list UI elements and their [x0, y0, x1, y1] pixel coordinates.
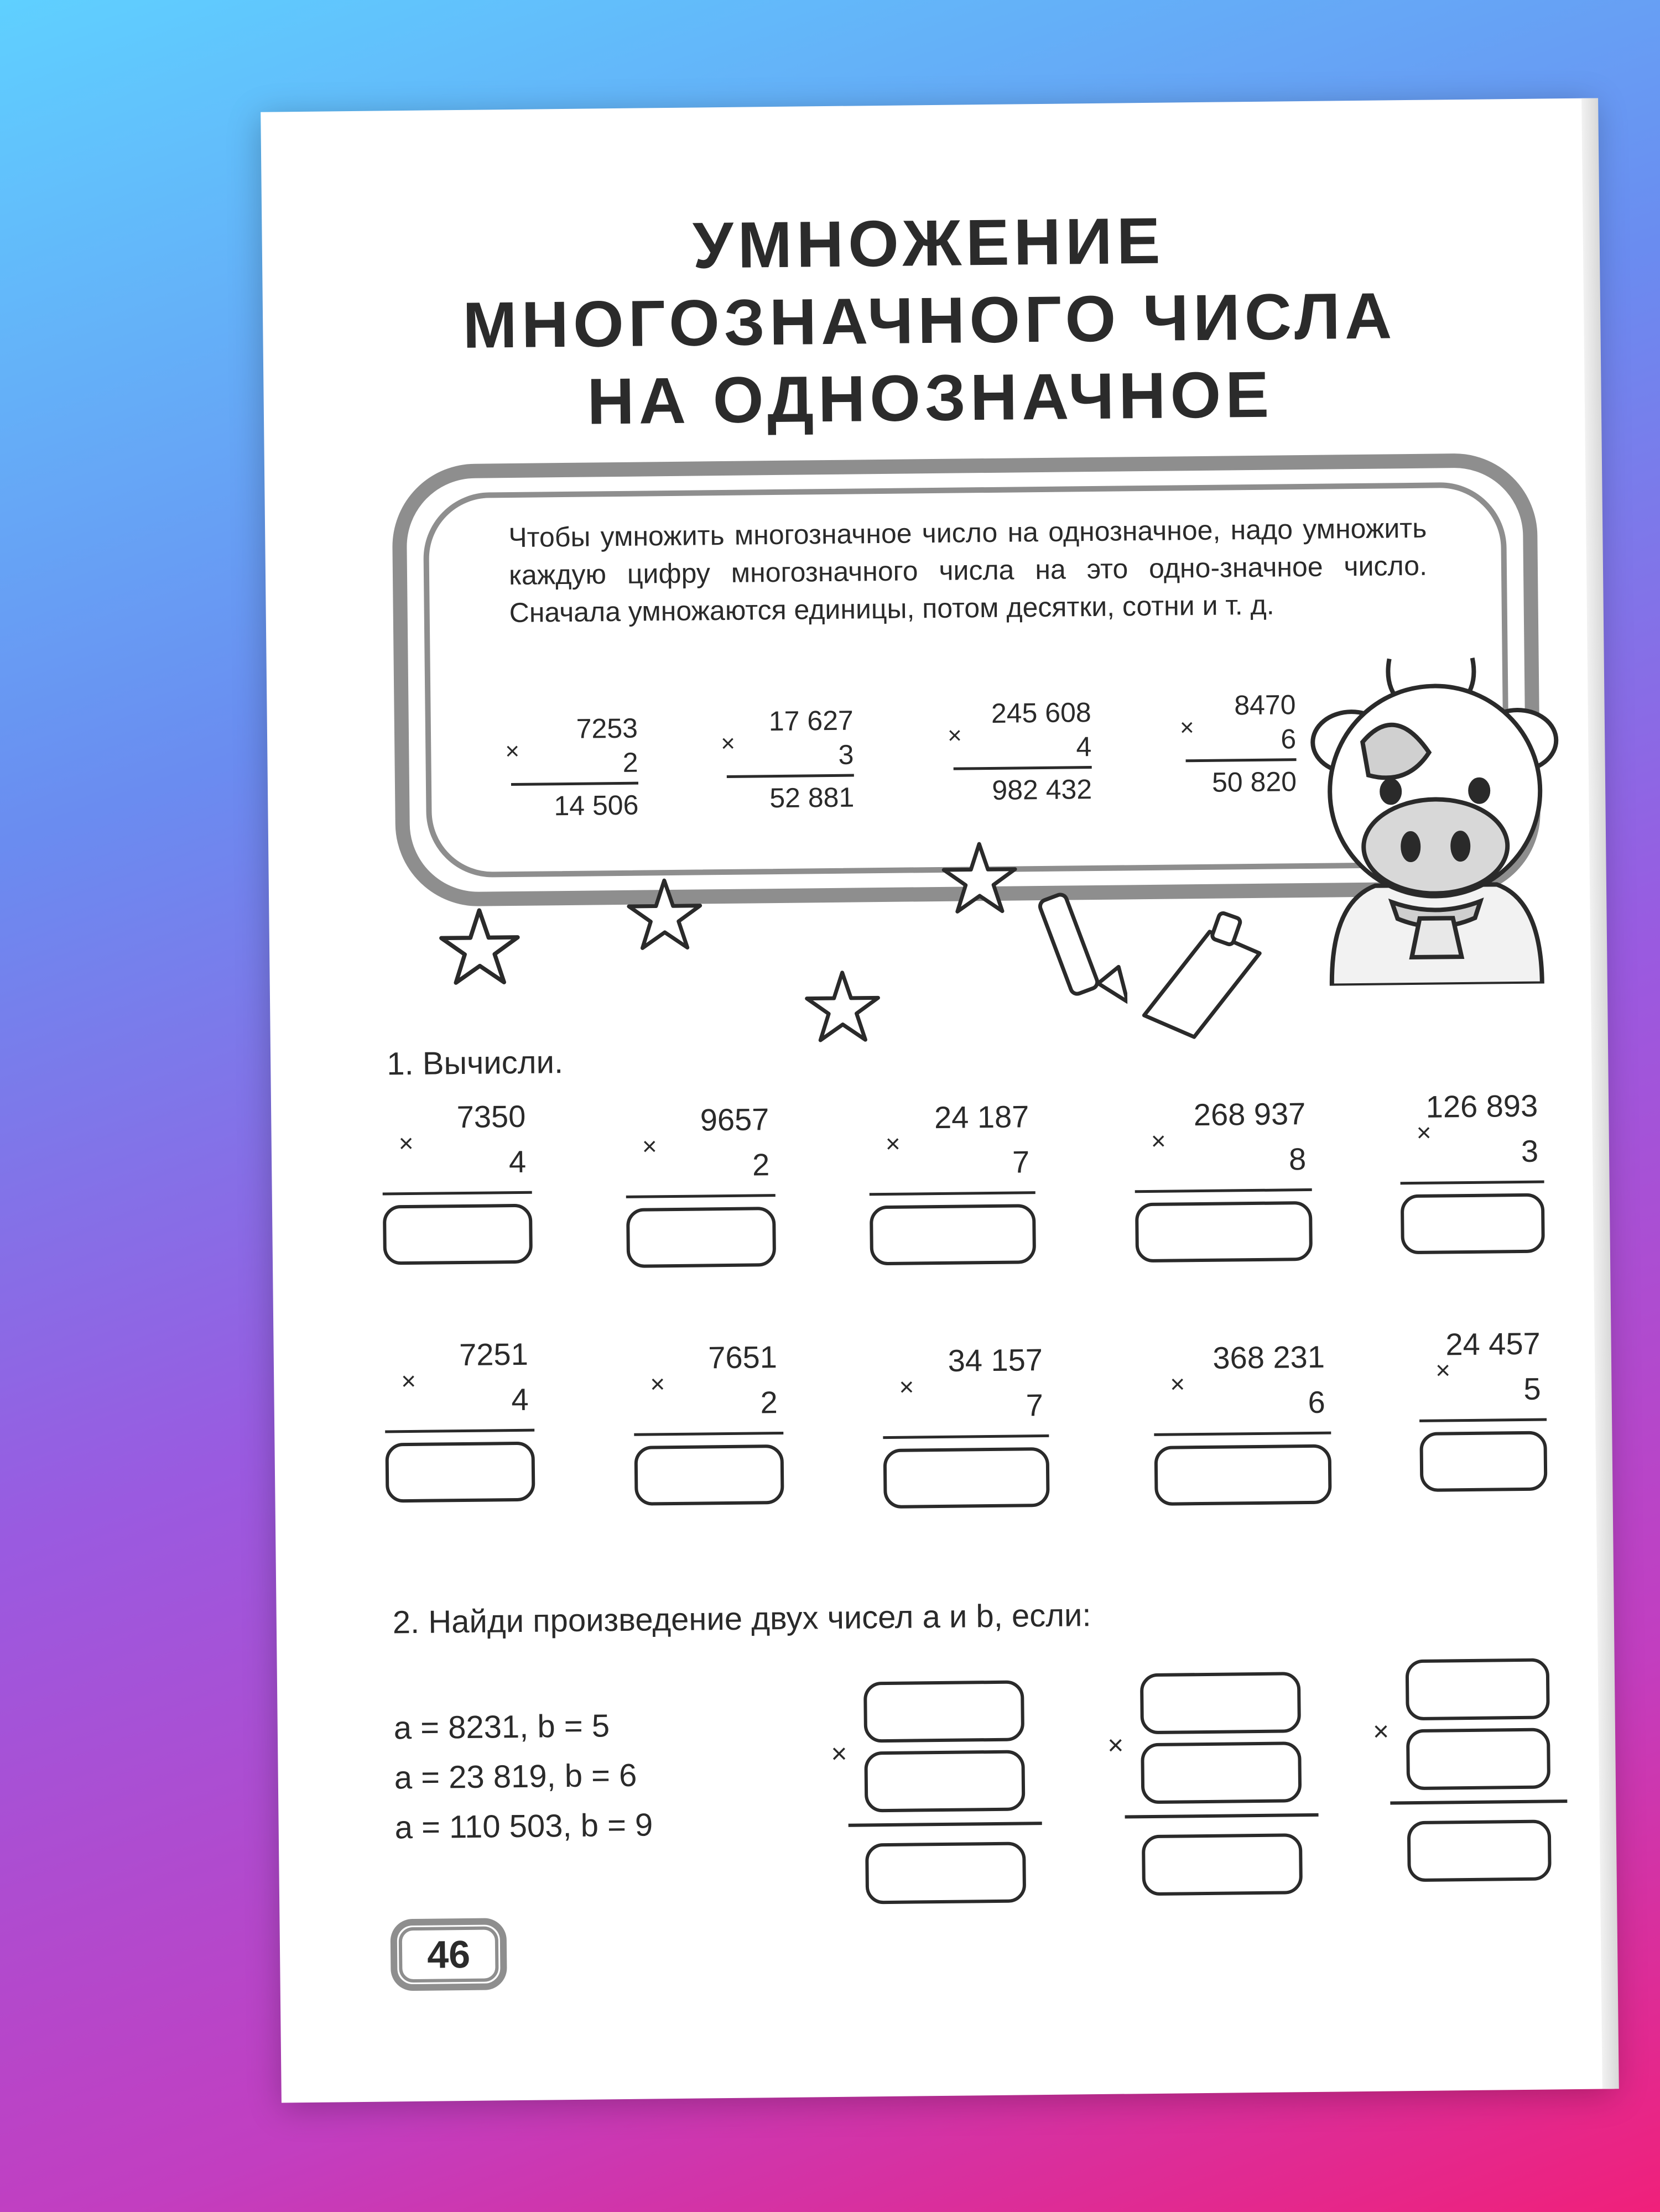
product-stack: [831, 1680, 1026, 1913]
example-2: [720, 703, 855, 816]
task-2-value: a = 23 819, b = 6: [394, 1757, 637, 1796]
task-1-problem: [868, 1094, 1036, 1265]
example-multiplicand: 245 608: [991, 697, 1091, 729]
product-box[interactable]: [865, 1841, 1026, 1904]
task-1-problem: [384, 1332, 535, 1503]
multiply-sign: ×: [899, 1372, 914, 1401]
example-result: 52 881: [769, 781, 855, 814]
problem-multiplicand: 126 893: [1425, 1088, 1538, 1124]
problem-line: [883, 1434, 1049, 1439]
example-result: 50 820: [1211, 766, 1297, 798]
factor-box[interactable]: [863, 1680, 1024, 1743]
task-1-problem: [1153, 1334, 1331, 1506]
example-1: [505, 711, 639, 823]
task-2-value: a = 8231, b = 5: [393, 1708, 610, 1746]
multiply-sign: ×: [1416, 1118, 1432, 1147]
problem-multiplier: 4: [508, 1144, 527, 1180]
factor-box[interactable]: [1406, 1658, 1550, 1720]
problem-multiplicand: 24 457: [1445, 1326, 1541, 1362]
product-stack: [1372, 1658, 1552, 1891]
multiply-sign: ×: [1170, 1369, 1185, 1399]
answer-box[interactable]: [883, 1447, 1050, 1509]
workbook-page: [261, 98, 1615, 2103]
problem-multiplier: 7: [1026, 1387, 1044, 1423]
example-result: 982 432: [992, 774, 1092, 806]
task-1-problem: [1399, 1083, 1545, 1255]
answer-box[interactable]: [634, 1444, 784, 1506]
problem-multiplicand: 7251: [459, 1336, 529, 1373]
page-number: 46: [399, 1926, 499, 1983]
factor-box[interactable]: [1141, 1741, 1302, 1804]
multiply-sign: ×: [1435, 1355, 1451, 1385]
task-1-problem: [1418, 1321, 1547, 1492]
product-box[interactable]: [1407, 1819, 1552, 1882]
pencil-icon: [1038, 883, 1128, 1027]
example-4: [1179, 687, 1297, 800]
problem-line: [634, 1432, 783, 1436]
problem-multiplicand: 9657: [700, 1102, 769, 1138]
stack-line: [1390, 1799, 1567, 1804]
problem-multiplicand: 268 937: [1193, 1096, 1306, 1133]
example-multiplicand: 7253: [576, 712, 638, 744]
problem-multiplier: 2: [752, 1147, 770, 1182]
problem-line: [385, 1429, 534, 1433]
problem-line: [1401, 1181, 1544, 1185]
task-2-values: [393, 1700, 653, 1853]
example-multiplicand: 8470: [1234, 689, 1296, 721]
example-multiplier: 6: [1281, 723, 1297, 755]
title-line-1: УМНОЖЕНИЕ: [692, 204, 1165, 283]
product-box[interactable]: [1142, 1833, 1303, 1896]
task-1-title: 1. Вычисли.: [386, 1044, 564, 1082]
answer-box[interactable]: [626, 1207, 776, 1268]
answer-box[interactable]: [1401, 1193, 1545, 1255]
star-icon: [435, 906, 524, 990]
problem-multiplier: 6: [1308, 1384, 1326, 1420]
factor-box[interactable]: [864, 1750, 1025, 1812]
multiply-sign: ×: [1179, 714, 1194, 742]
notepad-icon: [1132, 898, 1277, 1044]
problem-multiplicand: 24 187: [934, 1099, 1029, 1135]
example-multiplier: 2: [622, 747, 638, 778]
multiply-sign: ×: [720, 729, 736, 758]
problem-multiplier: 3: [1521, 1133, 1539, 1168]
example-line: [1186, 758, 1297, 762]
example-multiplier: 3: [838, 739, 854, 770]
star-icon: [623, 876, 706, 954]
answer-box[interactable]: [1135, 1201, 1313, 1262]
task-2-value: a = 110 503, b = 9: [394, 1807, 653, 1846]
multiply-sign: ×: [1151, 1126, 1166, 1155]
problem-multiplicand: 34 157: [948, 1342, 1043, 1378]
task-1-problem: [882, 1337, 1050, 1509]
multiply-sign: ×: [505, 737, 520, 765]
multiply-sign: ×: [1107, 1729, 1124, 1761]
cow-mascot-icon: [1306, 640, 1564, 986]
problem-multiplier: 7: [1012, 1144, 1030, 1180]
problem-line: [383, 1191, 532, 1196]
page-number-badge: [390, 1918, 507, 1991]
star-icon: [801, 968, 884, 1047]
example-multiplicand: 17 627: [768, 705, 854, 737]
title-line-2: МНОГОЗНАЧНОГО ЧИСЛА: [462, 279, 1397, 362]
problem-multiplicand: 7350: [456, 1098, 526, 1135]
problem-line: [1135, 1188, 1312, 1193]
problem-multiplicand: 368 231: [1213, 1339, 1325, 1375]
problem-line: [1154, 1432, 1331, 1436]
title-line-3: НА ОДНОЗНАЧНОЕ: [586, 358, 1274, 439]
problem-multiplier: 8: [1288, 1141, 1307, 1177]
multiply-sign: ×: [400, 1366, 417, 1396]
example-multiplier: 4: [1076, 731, 1092, 763]
example-line: [727, 774, 854, 778]
problem-multiplicand: 7651: [707, 1339, 778, 1375]
multiply-sign: ×: [398, 1128, 414, 1158]
problem-line: [626, 1194, 776, 1198]
factor-box[interactable]: [1406, 1728, 1550, 1790]
product-stack: [1107, 1672, 1303, 1905]
example-3: [947, 695, 1092, 808]
example-line: [954, 766, 1092, 770]
multiply-sign: ×: [642, 1131, 657, 1161]
answer-box[interactable]: [1154, 1444, 1332, 1506]
task-1-problem: [382, 1094, 533, 1265]
multiply-sign: ×: [947, 722, 962, 749]
answer-box[interactable]: [385, 1442, 535, 1503]
task-1-problem: [633, 1334, 784, 1506]
task-2-title: 2. Найди произведение двух чисел a и b, если:: [392, 1597, 1091, 1641]
problem-line: [1419, 1418, 1547, 1422]
stack-line: [1125, 1813, 1319, 1819]
task-1-problem: [1134, 1091, 1313, 1262]
problem-multiplier: 4: [511, 1381, 529, 1417]
stack-line: [849, 1822, 1042, 1827]
multiply-sign: ×: [831, 1738, 847, 1770]
multiply-sign: ×: [650, 1369, 665, 1399]
answer-box[interactable]: [1419, 1431, 1547, 1492]
factor-box[interactable]: [1140, 1672, 1301, 1734]
multiply-sign: ×: [1372, 1715, 1390, 1747]
example-result: 14 506: [554, 789, 639, 822]
example-line: [511, 782, 638, 786]
problem-line: [870, 1191, 1035, 1196]
page-title: [262, 197, 1597, 444]
rule-text: Чтобы умножить многозначное число на однозначное, надо умножить каждую цифру многозначного числа на это одно-значное число. Сначала умножаются единицы, потом десятки, сотни и т. д.: [508, 512, 1428, 629]
answer-box[interactable]: [383, 1204, 533, 1265]
star-icon: [938, 839, 1021, 918]
task-1-problem: [625, 1097, 776, 1268]
problem-multiplier: 2: [760, 1385, 778, 1420]
answer-box[interactable]: [870, 1204, 1036, 1265]
multiply-sign: ×: [885, 1129, 901, 1158]
problem-multiplier: 5: [1523, 1371, 1541, 1406]
